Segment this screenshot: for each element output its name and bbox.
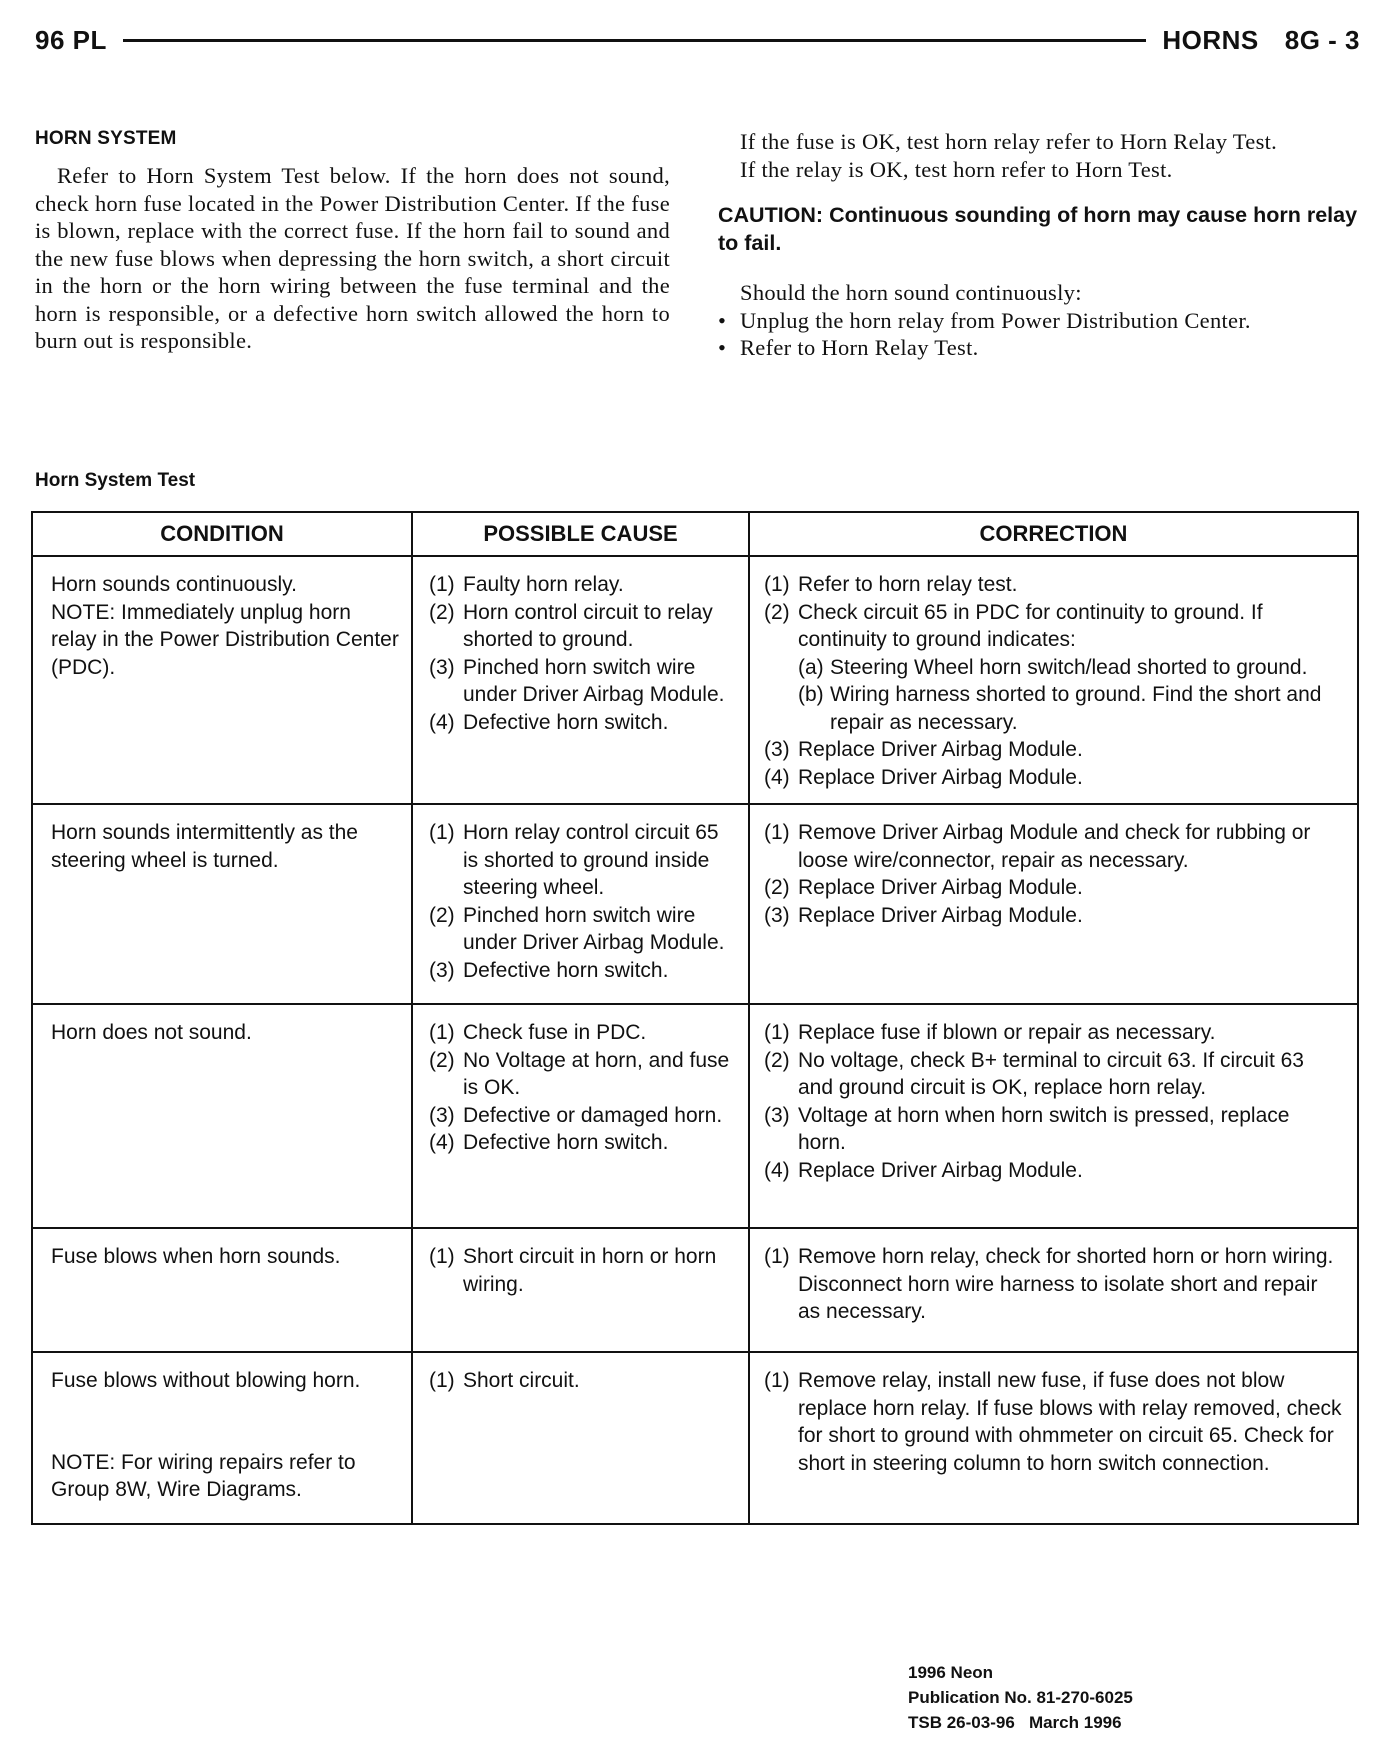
condition-text: NOTE: For wiring repairs refer to Group 8W, Wire Diagrams. (51, 1450, 356, 1501)
numbered-step (429, 1102, 738, 1130)
bullet-text: Unplug the horn relay from Power Distribution Center. (740, 307, 1251, 333)
step-number: (4) (764, 1158, 790, 1182)
left-column (35, 128, 670, 355)
possible-cause-cell (412, 1352, 749, 1524)
step-number: (2) (764, 1048, 790, 1072)
step-number: (1) (764, 1369, 790, 1392)
caution-note: CAUTION: Continuous sounding of horn may cause horn relay to fail. (718, 203, 1358, 255)
continuous-steps-list (718, 307, 1358, 362)
step-text: Defective or damaged horn. (463, 1103, 723, 1127)
step-number: (1) (764, 821, 790, 844)
relay-ok-paragraph: If the relay is OK, test horn refer to Horn Test. (740, 156, 1173, 182)
step-text: Voltage at horn when horn switch is pressed, replace horn. (798, 1103, 1290, 1154)
header-rule (123, 39, 1146, 42)
bullet-icon: • (718, 307, 727, 333)
right-column (718, 128, 1358, 362)
column-header-condition: CONDITION (32, 512, 412, 556)
condition-text (51, 1395, 401, 1449)
step-text: Replace Driver Airbag Module. (798, 1158, 1083, 1182)
step-text: No voltage, check B+ terminal to circuit 63. If circuit 63 and ground circuit is OK, replace horn relay. (798, 1048, 1304, 1099)
section-heading: HORN SYSTEM (35, 128, 177, 149)
numbered-step (429, 654, 738, 709)
step-text: Defective horn switch. (463, 1131, 669, 1154)
step-text: Wiring harness shorted to ground. Find the short and repair as necessary. (830, 683, 1322, 734)
footer-tsb: TSB 26-03-96 March 1996 (908, 1713, 1122, 1732)
numbered-step (429, 902, 738, 957)
numbered-step (764, 1157, 1343, 1185)
publication-footer (908, 1660, 1133, 1735)
page-header (35, 20, 1360, 60)
correction-cell (749, 556, 1358, 804)
numbered-step (764, 1367, 1343, 1477)
correction-cell (749, 1352, 1358, 1524)
table-header-row (32, 512, 1358, 556)
step-number: (2) (764, 600, 790, 624)
sub-step (764, 654, 1343, 682)
step-text: Replace Driver Airbag Module. (798, 903, 1083, 927)
numbered-step (764, 1243, 1343, 1326)
numbered-step (429, 1367, 738, 1395)
step-number: (3) (429, 1103, 455, 1127)
step-number: (3) (429, 655, 455, 679)
step-text: Pinched horn switch wire under Driver Airbag Module. (463, 903, 725, 954)
table-row (32, 1228, 1358, 1352)
step-text: Replace Driver Airbag Module. (798, 876, 1083, 899)
fuse-ok-paragraph: If the fuse is OK, test horn relay refer to Horn Relay Test. (740, 129, 1278, 154)
step-text: Short circuit. (463, 1369, 580, 1392)
step-text: No Voltage at horn, and fuse is OK. (463, 1048, 730, 1099)
step-text: Defective horn switch. (463, 710, 669, 734)
step-number: (3) (764, 738, 790, 761)
step-text: Horn control circuit to relay shorted to ground. (463, 600, 713, 651)
list-item (718, 334, 1358, 362)
step-text: Faulty horn relay. (463, 573, 624, 596)
step-text: Replace Driver Airbag Module. (798, 738, 1083, 761)
bullet-text: Refer to Horn Relay Test. (740, 335, 979, 360)
correction-cell (749, 1004, 1358, 1228)
table-row (32, 1004, 1358, 1228)
step-number: (a) (798, 655, 824, 679)
step-number: (3) (764, 903, 790, 927)
step-text: Horn relay control circuit 65 is shorted to ground inside steering wheel. (463, 821, 719, 899)
step-number: (4) (429, 710, 455, 734)
header-page-number: 8G - 3 (1284, 24, 1360, 55)
step-text: Refer to horn relay test. (798, 573, 1018, 596)
numbered-step (764, 1047, 1343, 1102)
step-text: Remove relay, install new fuse, if fuse does not blow replace horn relay. If fuse blows with relay removed, check for short to ground with ohmmeter on circuit 65. Check for short in steering column to horn switch connection. (798, 1369, 1342, 1475)
step-number: (2) (764, 876, 790, 899)
step-number: (2) (429, 1048, 455, 1072)
footer-publication: Publication No. 81-270-6025 (908, 1688, 1133, 1707)
possible-cause-cell (412, 1004, 749, 1228)
condition-text: Fuse blows when horn sounds. (51, 1245, 341, 1268)
step-text: Pinched horn switch wire under Driver Airbag Module. (463, 655, 725, 706)
condition-cell (32, 1004, 412, 1228)
header-year-model: 96 PL (35, 24, 107, 55)
header-right (1162, 25, 1360, 56)
step-number: (1) (764, 573, 790, 596)
intro-paragraph: Refer to Horn System Test below. If the horn does not sound, check horn fuse located in the Power Distribution Center. If the fuse is blown, replace with the correct fuse. If the horn fail to sound and the new fuse blows when depressing the horn switch, a short circuit in the horn or the horn wiring between the fuse terminal and the horn is responsible, or a defective horn switch allowed the horn to burn out is responsible. (35, 163, 670, 353)
table-row (32, 556, 1358, 804)
step-text: Check fuse in PDC. (463, 1021, 647, 1044)
step-number: (4) (429, 1131, 455, 1154)
step-text: Replace fuse if blown or repair as necessary. (798, 1021, 1216, 1044)
step-text: Steering Wheel horn switch/lead shorted to ground. (830, 655, 1308, 679)
numbered-step (429, 1243, 738, 1298)
condition-text: Horn does not sound. (51, 1021, 252, 1044)
table-row (32, 1352, 1358, 1524)
numbered-step (764, 1019, 1343, 1047)
step-text: Remove horn relay, check for shorted horn or horn wiring. Disconnect horn wire harness to isolate short and repair as necessary. (798, 1245, 1334, 1323)
possible-cause-cell (412, 804, 749, 1004)
condition-text: Horn sounds continuously. (51, 573, 297, 596)
numbered-step (764, 902, 1343, 930)
numbered-step (764, 1102, 1343, 1157)
step-number: (1) (429, 1369, 455, 1392)
step-number: (2) (429, 600, 455, 624)
numbered-step (764, 819, 1343, 874)
table-body (32, 556, 1358, 1524)
step-text: Defective horn switch. (463, 958, 669, 982)
step-number: (2) (429, 903, 455, 927)
header-left (35, 25, 107, 56)
numbered-step (429, 571, 738, 599)
column-header-correction: CORRECTION (749, 512, 1358, 556)
step-number: (1) (429, 1245, 455, 1268)
horn-system-test-table (31, 511, 1359, 1525)
step-number: (3) (429, 958, 455, 982)
bullet-icon: • (718, 335, 727, 360)
numbered-step (429, 1129, 738, 1157)
step-text: Remove Driver Airbag Module and check for rubbing or loose wire/connector, repair as necessary. (798, 821, 1311, 872)
numbered-step (764, 571, 1343, 599)
step-text: Short circuit in horn or horn wiring. (463, 1245, 717, 1296)
condition-cell (32, 1352, 412, 1524)
step-number: (4) (764, 765, 790, 789)
condition-cell (32, 804, 412, 1004)
numbered-step (764, 764, 1343, 792)
numbered-step (764, 599, 1343, 654)
header-section-name: HORNS (1162, 24, 1259, 55)
step-text: Check circuit 65 in PDC for continuity to ground. If continuity to ground indicates: (798, 600, 1263, 651)
numbered-step (429, 957, 738, 985)
condition-text: Horn sounds intermittently as the steering wheel is turned. (51, 821, 358, 872)
table-row (32, 804, 1358, 1004)
condition-text: Fuse blows without blowing horn. (51, 1369, 361, 1392)
numbered-step (429, 819, 738, 902)
step-number: (1) (429, 573, 455, 596)
numbered-step (429, 1047, 738, 1102)
step-number: (b) (798, 683, 824, 706)
step-number: (3) (764, 1103, 790, 1127)
step-number: (1) (764, 1245, 790, 1268)
condition-cell (32, 556, 412, 804)
condition-text: NOTE: Immediately unplug horn relay in the Power Distribution Center (PDC). (51, 600, 399, 679)
step-text: Replace Driver Airbag Module. (798, 765, 1083, 789)
correction-cell (749, 804, 1358, 1004)
condition-cell (32, 1228, 412, 1352)
numbered-step (429, 599, 738, 654)
step-number: (1) (764, 1021, 790, 1044)
list-item (718, 307, 1358, 335)
possible-cause-cell (412, 556, 749, 804)
column-header-cause: POSSIBLE CAUSE (412, 512, 749, 556)
numbered-step (429, 709, 738, 737)
numbered-step (764, 874, 1343, 902)
possible-cause-cell (412, 1228, 749, 1352)
footer-model: 1996 Neon (908, 1663, 994, 1682)
correction-cell (749, 1228, 1358, 1352)
table-title: Horn System Test (35, 470, 196, 491)
step-number: (1) (429, 1021, 455, 1044)
sub-step (764, 681, 1343, 736)
continuous-intro: Should the horn sound continuously: (740, 280, 1082, 305)
step-number: (1) (429, 821, 455, 844)
numbered-step (429, 1019, 738, 1047)
numbered-step (764, 736, 1343, 764)
